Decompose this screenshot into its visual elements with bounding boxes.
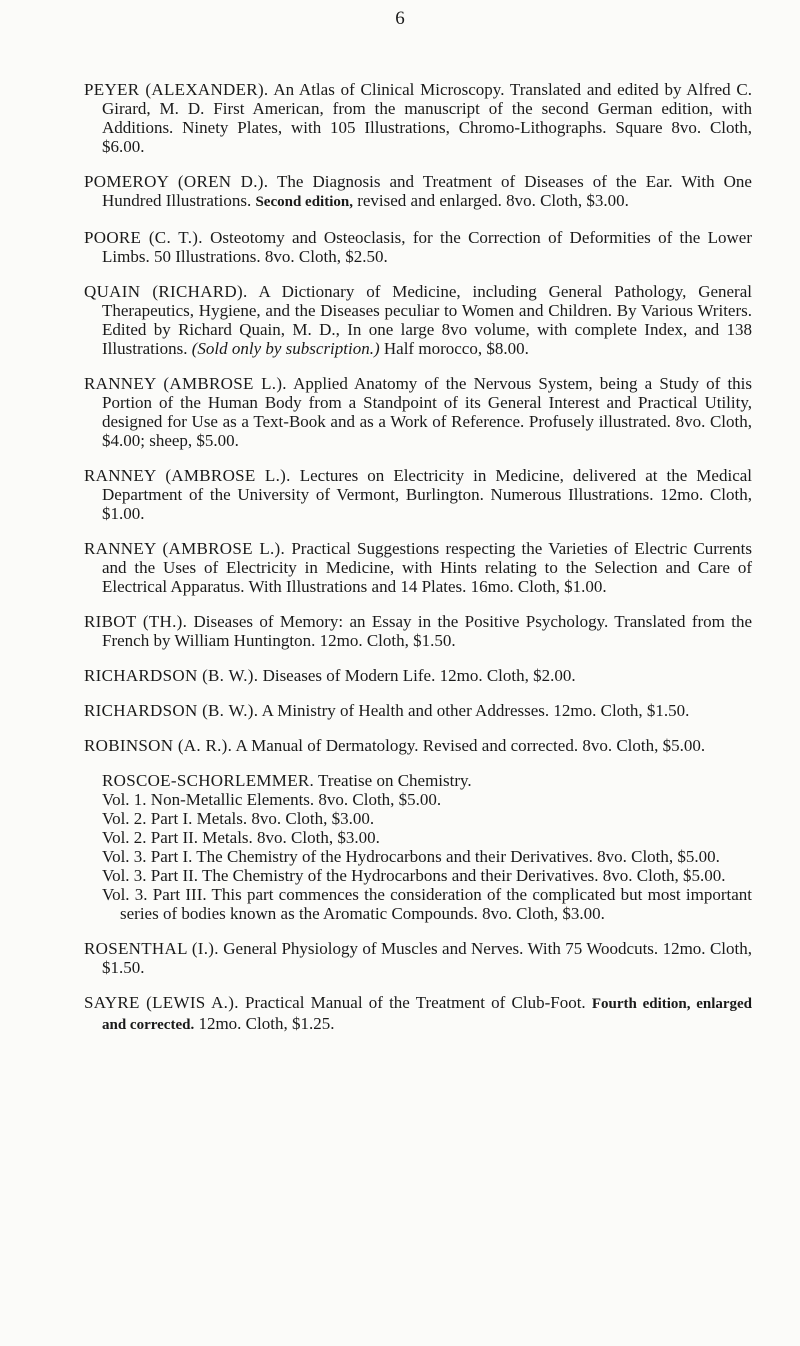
entry-description: General Physiology of Muscles and Nerves. With 75 Woodcuts. 12mo. Cloth, $1.50. xyxy=(102,939,753,977)
entry-description: A Manual of Dermatology. Revised and corrected. 8vo. Cloth, $5.00. xyxy=(235,736,706,755)
catalog-entry-quain xyxy=(84,282,752,358)
catalog-entry-ranney-anatomy xyxy=(84,374,752,450)
volume-item: Vol. 1. Non-Metallic Elements. 8vo. Cloth, $5.00. xyxy=(102,790,442,809)
page-number: 6 xyxy=(395,8,405,29)
entry-author: QUAIN (RICHARD). xyxy=(84,282,248,301)
entry-author: PEYER (ALEXANDER). xyxy=(84,80,269,99)
catalog-entry-richardson-ministry xyxy=(84,701,752,720)
catalog-entry-ranney-lectures xyxy=(84,466,752,523)
entry-description: Practical Suggestions respecting the Varieties of Electric Currents and the Uses of Electricity in Medicine, with Hints relating to the Selection and Care of Electrical Apparatus. With Illustrations and 14 Plates. 16mo. Cloth, $1.00. xyxy=(102,539,753,596)
catalog-entry-roscoe-schorlemmer xyxy=(84,771,752,923)
catalog-entry-ranney-suggestions xyxy=(84,539,752,596)
entry-description: An Atlas of Clinical Microscopy. Translated and edited by Alfred C. Girard, M. D. First American, from the manuscript of the second German edition, with Additions. Ninety Plates, with 105 Illustrations, Chromo-Lithographs. Square 8vo. Cloth, $6.00. xyxy=(102,80,753,156)
volume-list xyxy=(102,790,752,923)
entry-description: Practical Manual of the Treatment of Club-Foot. xyxy=(244,993,586,1012)
catalog-entry-ribot xyxy=(84,612,752,650)
entry-description-tail: revised and enlarged. 8vo. Cloth, $3.00. xyxy=(357,191,629,210)
entry-description: Diseases of Memory: an Essay in the Positive Psychology. Translated from the French by William Huntington. 12mo. Cloth, $1.50. xyxy=(102,612,752,650)
catalog-entry-poore xyxy=(84,228,752,266)
entry-author: ROBINSON (A. R.). xyxy=(84,736,233,755)
entry-author: RICHARDSON (B. W.). xyxy=(84,666,259,685)
entry-author: ROSCOE-SCHORLEMMER. xyxy=(102,771,315,790)
entry-description-tail: 12mo. Cloth, $1.25. xyxy=(198,1014,335,1033)
catalog-entry-sayre xyxy=(84,993,752,1035)
entry-author: RIBOT (TH.). xyxy=(84,612,188,631)
entry-description: Treatise on Chemistry. xyxy=(318,771,472,790)
entry-author: RANNEY (AMBROSE L.). xyxy=(84,539,286,558)
catalog-entry-pomeroy xyxy=(84,172,752,212)
entry-description: Osteotomy and Osteoclasis, for the Correction of Deformities of the Lower Limbs. 50 Illustrations. 8vo. Cloth, $2.50. xyxy=(102,228,752,266)
entry-description-tail: Half morocco, $8.00. xyxy=(383,339,529,358)
entry-author: RICHARDSON (B. W.). xyxy=(84,701,259,720)
entry-author: ROSENTHAL (I.). xyxy=(84,939,219,958)
entry-edition: Fourth edition, enlarged and corrected. xyxy=(102,996,753,1033)
volume-item: Vol. 3. Part III. This part commences the consideration of the complicated but most important series of bodies known as the Aromatic Compounds. 8vo. Cloth, $3.00. xyxy=(102,885,752,923)
entry-description: Applied Anatomy of the Nervous System, being a Study of this Portion of the Human Body from a Standpoint of its General Interest and Practical Utility, designed for Use as a Text-Book and as a Work of Reference. Profusely illustrated. 8vo. Cloth, $4.00; sheep, $5.00. xyxy=(102,374,753,450)
entry-description: Lectures on Electricity in Medicine, delivered at the Medical Department of the University of Vermont, Burlington. Numerous Illustrations. 12mo. Cloth, $1.00. xyxy=(102,466,753,523)
entry-author: RANNEY (AMBROSE L.). xyxy=(84,374,287,393)
entry-note: (Sold only by subscription.) xyxy=(191,339,380,358)
entry-author: POMEROY (OREN D.). xyxy=(84,172,269,191)
catalog-entry-rosenthal xyxy=(84,939,752,977)
volume-item: Vol. 3. Part I. The Chemistry of the Hydrocarbons and their Derivatives. 8vo. Cloth, $5.00. xyxy=(102,847,720,866)
volume-item: Vol. 3. Part II. The Chemistry of the Hydrocarbons and their Derivatives. 8vo. Cloth, $5.00. xyxy=(102,866,726,885)
volume-item: Vol. 2. Part I. Metals. 8vo. Cloth, $3.00. xyxy=(102,809,375,828)
catalog-entry-richardson-diseases xyxy=(84,666,752,685)
entry-edition: Second edition, xyxy=(255,194,353,210)
entry-description: A Dictionary of Medicine, including General Pathology, General Therapeutics, Hygiene, and the Diseases peculiar to Women and Children. By Various Writers. Edited by Richard Quain, M. D., In one large 8vo volume, with complete Index, and 138 Illustrations. xyxy=(102,282,752,358)
catalog-entry-robinson xyxy=(84,736,752,755)
entry-description: The Diagnosis and Treatment of Diseases of the Ear. With One Hundred Illustrations. xyxy=(102,172,752,210)
volume-item: Vol. 2. Part II. Metals. 8vo. Cloth, $3.00. xyxy=(102,828,380,847)
entry-description: Diseases of Modern Life. 12mo. Cloth, $2.00. xyxy=(262,666,576,685)
entry-author: RANNEY (AMBROSE L.). xyxy=(84,466,291,485)
entry-description: A Ministry of Health and other Addresses. 12mo. Cloth, $1.50. xyxy=(261,701,690,720)
catalog-entry-peyer xyxy=(84,80,752,156)
entry-author: POORE (C. T.). xyxy=(84,228,203,247)
entry-author: SAYRE (LEWIS A.). xyxy=(84,993,239,1012)
